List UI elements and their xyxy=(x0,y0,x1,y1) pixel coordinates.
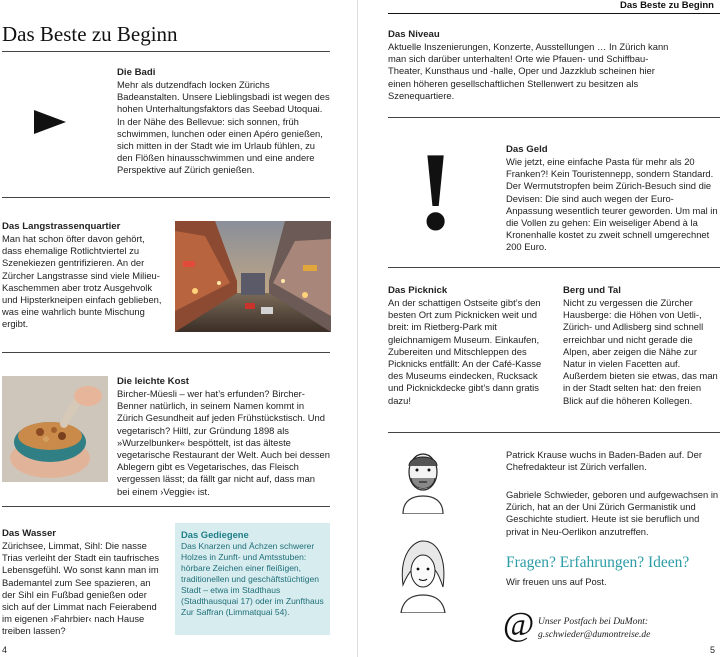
section-wasser xyxy=(2,528,162,638)
section-heading: Das Niveau xyxy=(388,29,440,40)
section-heading: Berg und Tal xyxy=(563,285,621,296)
section-picknick xyxy=(388,285,548,407)
page-number-left: 4 xyxy=(2,645,8,655)
section-heading: Das Picknick xyxy=(388,285,448,296)
section-text: An der schattigen Ostseite gibt’s den besten Ort zum Picknicken weit und breit: im Rietberg-Park mit gleichnamigem Museum. Einkaufen, Zubereiten und Mitschleppen des Picknicks entfällt: An der Café-Kasse des Museums eindecken, Rucksack und Picknickdecke gibt’s dann gratis dazu! xyxy=(388,297,542,406)
title-rule xyxy=(2,51,330,52)
section-badi xyxy=(117,67,330,177)
section-text: Wie jetzt, eine einfache Pasta für mehr als 20 Franken?! Kein Touristennepp, sondern Standard. Der Wermutstropfen beim Zürich-Besuch sind die Devisen: Die sind auch wegen der Euro-Anpassung wesentlich teurer geworden. Um mal in die Vollen zu gehen: Ein weiseliger Abend à la Kronenhalle kostet zu zweit schnell umgerechnet 200 Euro. xyxy=(506,156,718,253)
section-text: Mehr als dutzendfach locken Zürichs Badeanstalten. Unsere Lieblingsbadi ist wegen des hohen Unterhaltungsfaktors das Seebad Utoquai. In der Nähe des Bellevue: sich sonnen, früh schwimmen, lunchen oder einen Apéro genießen, sich mitten in der Stadt wie im Urlaub fühlen, zu den Flößen hinausschwimmen und eine andere Perspektive auf Zürich genießen. xyxy=(117,79,330,176)
section-rule xyxy=(388,432,720,433)
author-bio-schwieder: Gabriele Schwieder, geboren und aufgewachsen in Zürich, hat an der Uni Zürich Germanistik und Geschichte studiert. Heute ist sie beruflich und privat in Neu-Oerlikon anzutreffen. xyxy=(506,489,719,537)
section-geld xyxy=(506,144,720,254)
section-heading: Die leichte Kost xyxy=(117,376,189,387)
running-head-rule xyxy=(388,13,720,14)
contact-subline: Wir freuen uns auf Post. xyxy=(506,576,607,587)
contact-headline: Fragen? Erfahrungen? Ideen? xyxy=(506,554,690,571)
section-rule xyxy=(388,267,720,268)
section-langstrasse xyxy=(2,221,164,331)
info-box-text: Das Knarzen und Ächzen schwerer Holzes in Zunft- und Amtsstuben: hörbare Zeichen einer fleißigen, traditionellen und geschäftstüchtigen Stadt – etwa im Stadthaus (Stadthausquai 17) oder im Zunfthaus Zur Saffran (Limmatquai 54). xyxy=(181,541,324,617)
author-bio-krause: Patrick Krause wuchs in Baden-Baden auf. Der Chefredakteur ist Zürich verfallen. xyxy=(506,449,702,473)
section-rule xyxy=(388,117,720,118)
section-heading: Das Langstrassenquartier xyxy=(2,221,121,232)
section-text: Bircher-Müesli – wer hat’s erfunden? Bircher-Benner natürlich, in seinem Namen kommt in Zürich Gesundheit auf jeden Frühstückstisch. Und vegetarisch? Hiltl, zur Gründung 1898 als »Wurzelbunker« bespöttelt, ist das älteste vegetarische Restaurant der Welt. Auch bei dessen Ablegern gibt es Vegetarisches, das Fleisch vergessen lässt; da fällt gar nicht auf, dass man bei einem ›Veggie‹ ist. xyxy=(117,388,330,497)
section-rule xyxy=(2,197,330,198)
section-heading: Die Badi xyxy=(117,67,156,78)
info-box-gediegene xyxy=(175,523,330,635)
section-niveau xyxy=(388,29,720,102)
section-text: Zürichsee, Limmat, Sihl: Die nasse Trias verleiht der Stadt ein taufrisches Lebensgefühl. Wo sonst kann man im Bademantel zum See spazieren, an der Sihl ein Fußbad genießen oder sich auf der Limmat nach Feierabend im eigenen ›Fahrbier‹ nach Hause treiben lassen? xyxy=(2,540,160,637)
at-icon: @ xyxy=(503,606,535,643)
section-text: Nicht zu vergessen die Zürcher Hausberge: die Höhen von Uetli-, Zürich- und Adlisberg sind schnell erreichbar und nicht gerade die Alpen, aber zeigen die Nähe zur Natur in vielen Facetten auf. Außerdem bieten sie etwas, das man in der Stadt selten hat: den freien Blick auf die höheren Kollegen. xyxy=(563,297,718,406)
exclamation-icon: ! xyxy=(417,130,455,254)
section-text: Aktuelle Inszenierungen, Konzerte, Ausstellungen … In Zürich kann man sich darüber unterhalten! Orte wie Pfauen- und Schiffbau-Theater, Kunsthaus und -halle, Oper und Jazzklub scheinen hier einen höheren gesellschaftlichen Stellenwert zu besitzen als Szenequartiere. xyxy=(388,41,669,101)
running-head: Das Beste zu Beginn xyxy=(620,0,714,11)
page-number-right: 5 xyxy=(710,645,716,655)
author-portrait-krause xyxy=(395,444,451,514)
section-rule xyxy=(2,506,330,507)
info-box-heading: Das Gediegene xyxy=(181,529,249,540)
postbox-label: Unser Postfach bei DuMont: xyxy=(538,617,649,627)
section-text: Man hat schon öfter davon gehört, dass ehemalige Rotlichtviertel zu Szenekiezen gentrifizieren. An der Zürcher Langstrasse sind viele Milieu-Kaschemmen aber trotz Ausgehvolk und Hipsterkneipen einfach geblieben, was eine wahrlich bunte Mischung ergibt. xyxy=(2,233,162,330)
contact-email[interactable]: g.schwieder@dumontreise.de xyxy=(538,630,651,640)
author-portrait-schwieder xyxy=(395,535,451,613)
section-berg xyxy=(563,285,720,407)
page-title: Das Beste zu Beginn xyxy=(2,22,178,46)
langstrasse-street-photo xyxy=(175,221,331,332)
section-rule xyxy=(2,352,330,353)
section-heading: Das Wasser xyxy=(2,528,57,539)
section-kost xyxy=(117,376,330,498)
play-arrow-icon xyxy=(34,110,66,134)
gutter-line xyxy=(357,0,358,657)
muesli-bowl-photo xyxy=(2,376,108,482)
section-heading: Das Geld xyxy=(506,144,548,155)
